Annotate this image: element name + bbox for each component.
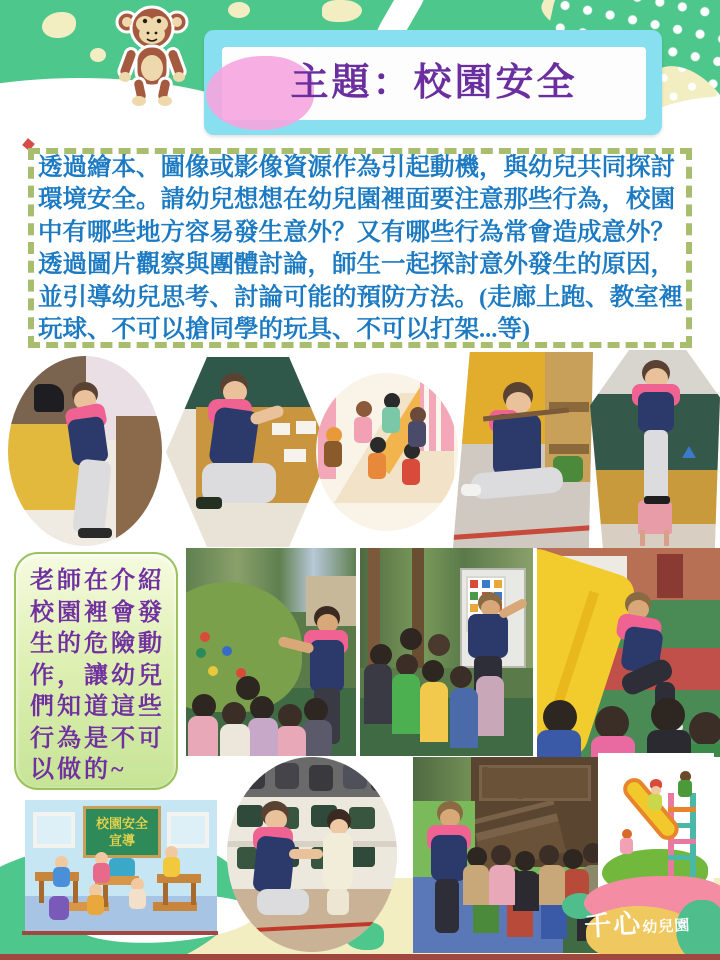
note-line: 們知道這些 (30, 694, 165, 720)
window (33, 812, 75, 848)
note-line: 行為是不可 (30, 725, 165, 752)
wood-post (412, 548, 424, 668)
children-heads (370, 644, 392, 666)
intro-paragraph (38, 152, 686, 346)
watermark-part1: 千心 (583, 908, 643, 942)
photo-cabinet (166, 357, 330, 547)
rail-bar (436, 381, 441, 451)
chair-leg (640, 530, 645, 546)
teacher-pants (644, 430, 668, 502)
school-watermark (583, 898, 717, 944)
photo-hot-water (8, 356, 162, 546)
board-text-line2: 宣導 (108, 833, 135, 848)
kettle (34, 384, 64, 412)
teacher-vest (310, 640, 344, 692)
intro-line: 並引導幼兒思考、討論可能的預防方法。(走廊上跑、教室裡 (38, 283, 684, 311)
green-backpacks (237, 805, 263, 827)
intro-line: 環境安全。請幼兒想想在幼兒園裡面要注意那些行為，校園 (38, 186, 675, 214)
teacher-note-text (30, 566, 165, 787)
intro-line: 中有哪些地方容易發生意外？又有哪些行為常會造成意外？ (38, 218, 675, 246)
children-heads (467, 847, 487, 867)
boy2-body (678, 780, 692, 797)
pink-chair (638, 500, 672, 534)
teacher-vest (431, 835, 467, 881)
photo-wood-structure (413, 757, 600, 953)
purple-backpack (49, 896, 69, 920)
board-text-line1: 校園安全 (95, 816, 148, 831)
cartoon-kid-bodies (53, 867, 70, 887)
cartoon-classroom (25, 800, 217, 933)
bags-row (241, 763, 265, 789)
railing (479, 765, 591, 801)
note-line: 以做的~ (30, 757, 127, 783)
paint-splat (228, 2, 250, 18)
child-dress (323, 833, 353, 891)
children-heads (192, 694, 216, 718)
children-heads (543, 700, 577, 734)
wood-shelf (116, 416, 162, 546)
chair-leg (664, 530, 669, 546)
label-card (284, 449, 306, 462)
ladder-rungs (668, 807, 696, 812)
teacher-pants (314, 688, 340, 744)
page-title: 主題：校園安全 (290, 62, 578, 104)
teacher-vest (638, 392, 674, 432)
bottom-maroon-strip (0, 954, 720, 960)
safety-board (83, 806, 161, 858)
shelf-board (549, 444, 589, 454)
paint-splat (90, 48, 106, 62)
climbing-holds (200, 632, 210, 642)
poster-pictures (470, 580, 478, 588)
wood-floor (227, 889, 397, 952)
photo-chair-standing (590, 350, 720, 548)
teacher-arm (289, 849, 323, 859)
teacher-shoes (644, 496, 670, 504)
photo-safety-poster (360, 548, 533, 756)
monkey-illustration (112, 2, 192, 106)
watermark-part2: 幼兒園 (641, 916, 691, 937)
desk-legs (39, 881, 44, 903)
photo-cubby-talk (227, 757, 397, 952)
sliding-girl-body (620, 838, 633, 854)
teacher-leg (655, 682, 675, 726)
window (167, 812, 209, 848)
boy-body (648, 794, 662, 810)
children-bodies (364, 664, 392, 724)
teacher-vest (493, 414, 541, 476)
note-line: 生的危險動 (30, 631, 165, 657)
teacher-vest (252, 835, 296, 895)
blue-backpack (109, 858, 135, 876)
white-shoe (659, 722, 683, 732)
intro-line: 透過圖片觀察與團體討論，師生一起探討意外發生的原因， (38, 251, 675, 279)
note-line: 作，讓幼兒 (30, 662, 165, 689)
teacher-pants (72, 459, 112, 536)
photo-climbing-hill (186, 548, 356, 756)
children-bodies (463, 865, 489, 905)
note-line: 校園裡會發 (30, 599, 165, 626)
photo-floor-stick (453, 352, 593, 548)
teacher-shoes (78, 528, 112, 538)
children-bodies (537, 730, 581, 757)
child-pants (327, 889, 349, 915)
intro-line: 透過繪本、圖像或影像資源作為引起動機，與幼兒共同探討 (38, 154, 675, 181)
red-door (657, 554, 683, 598)
teacher-shoe (196, 497, 222, 509)
cartoon-stairs (316, 373, 458, 531)
teacher-pants (435, 879, 459, 933)
cartoon-bottom-edge (22, 931, 218, 935)
shoe (461, 484, 481, 496)
teacher-shirt (468, 614, 508, 658)
photo-slide-wrong (537, 548, 720, 757)
label-card (272, 423, 290, 435)
rail-bar (424, 381, 429, 451)
cartoon-kid-bodies (324, 441, 342, 467)
note-line: 老師在介紹 (30, 568, 165, 594)
teacher-kneeling-legs (257, 889, 309, 915)
teacher-pants (474, 656, 502, 708)
intro-line: 玩球、不可以搶同學的玩具、不可以打架...等) (38, 316, 531, 344)
children-bodies (188, 716, 218, 756)
label-card (296, 421, 316, 434)
